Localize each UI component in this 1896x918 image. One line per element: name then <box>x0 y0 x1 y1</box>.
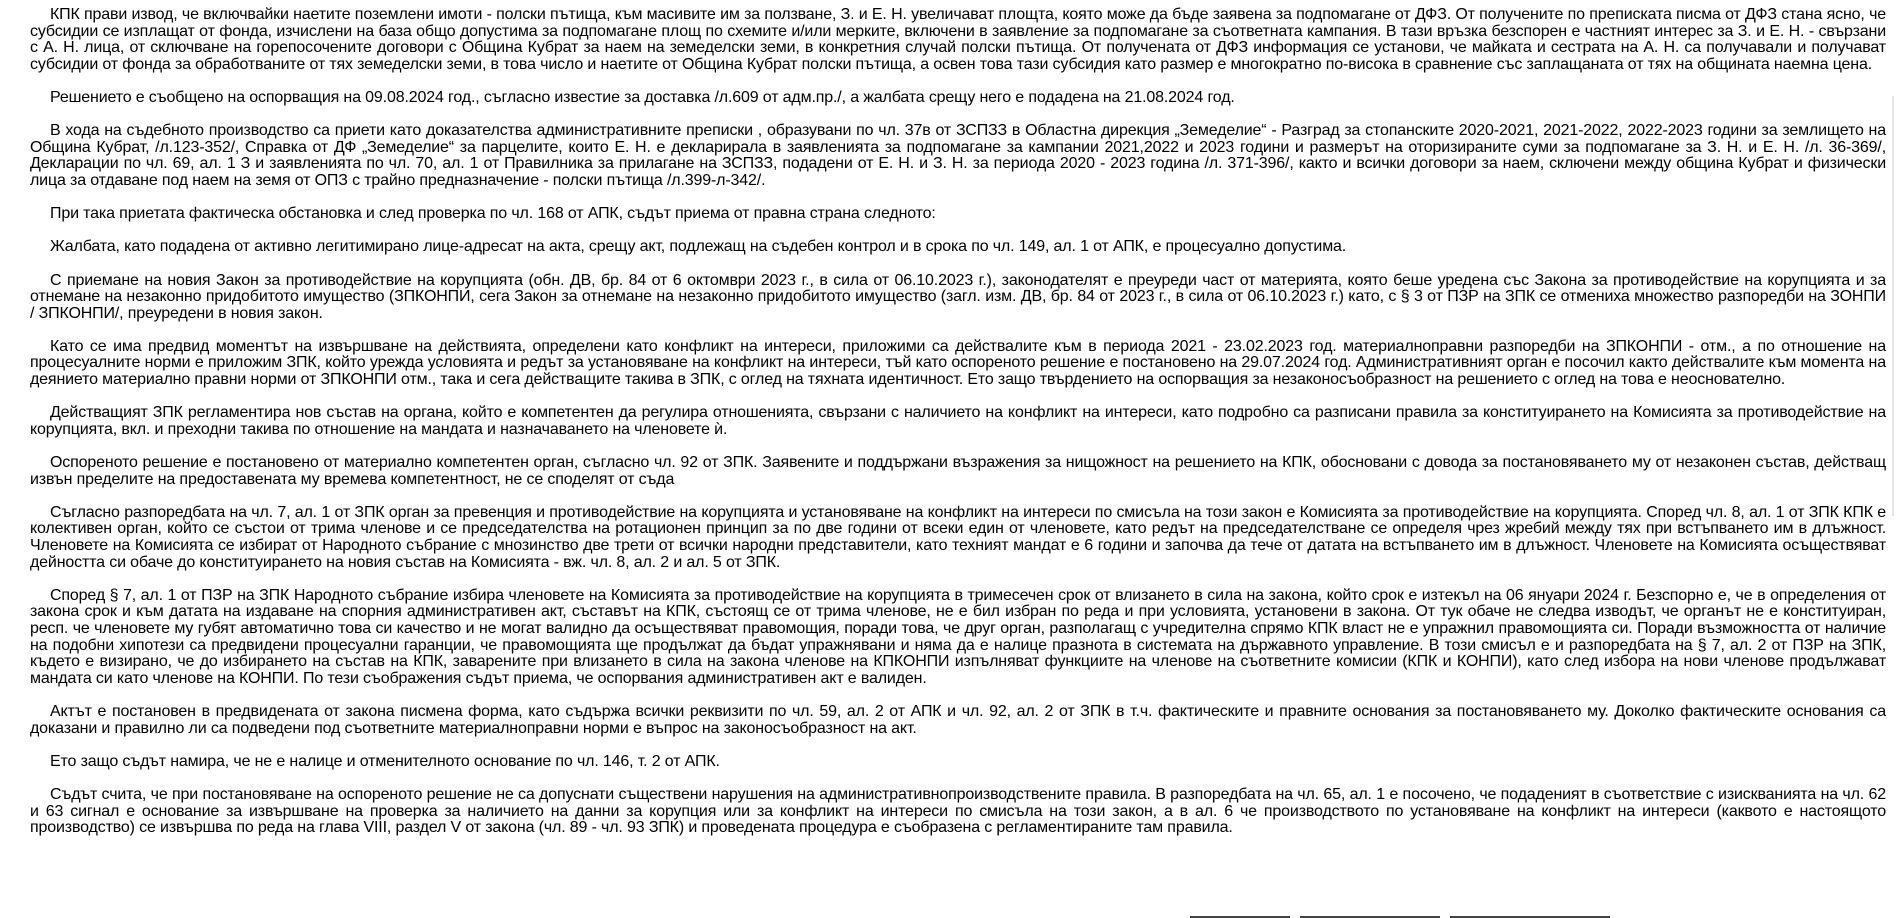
paragraph-admissibility: Жалбата, като подадена от активно легитимирано лице-адресат на акта, срещу акт, подлежащ на съдебен контрол и в срока по чл. 149, ал. 1 от АПК, е процесуално допустима. <box>50 238 1347 256</box>
paragraph-notification-date: Решението е съобщено на оспорващия на 09.08.2024 год., съгласно известие за доставка /л.609 от адм.пр./, а жалбата срещу него е подадена на 21.08.2024 год. <box>50 88 1235 106</box>
paragraph-evidence: В хода на съдебното производство са приети като доказателства административните преписки , образувани по чл. 37в от ЗСПЗЗ в Областна дирекция „Земеделие“ - Разград за стопанските 2020-2021, 2021-2022, 2022-2023 години за землището на Община Кубрат, /л.123-352/, Справка от ДФ „Земеделие“ за парцелите, които Е. Н. е декларирала в заявленията за подпомагане за кампании 2021,2022 и 2023 години и размерът на оторизираните суми за подпомагане за З. Н. и Е. Н. /л. 36-369/, Декларации по чл. 69, ал. 1 З и заявленията по чл. 70, ал. 1 от Правилника за прилагане на ЗСПЗЗ, подадени от Е. Н. и З. Н. за периода 2020 - 2023 година /л. 371-396/, както и всички договори за наем, сключени между община Кубрат и физически лица за отдаване под наем на земя от ОПЗ с трайно предназначение - полски пътища /л.399-л-342/. <box>30 122 1886 189</box>
paragraph-transitional-provisions: Според § 7, ал. 1 от ПЗР на ЗПК Народното събрание избира членовете на Комисията за противодействие на корупцията в тримесечен срок от влизането в сила на закона, който срок е изтекъл на 06 януари 2024 г. Безспорно е, че в определения от закона срок и към датата на издаване на спорния административен акт, съставът на КПК, състоящ се от трима членове, не е бил избран по реда и при условията, установени в закона. От тук обаче не следва изводът, че органът не е конституиран, респ. че членовете му губят автоматично това си качество и не могат валидно да осъществяват правомощия, поради това, че друг орган, разполагащ с учредителна спрямо КПК власт не е упражнил правомощията си. Поради възможността от наличие на подобни хипотези са предвидени процесуални гаранции, че правомощията ще продължат да бъдат упражнявани и няма да е налице празнота в системата на държавното управление. В този смисъл е и разпоредбата на § 7, ал. 2 от ПЗР на ЗПК, където е визирано, че до избирането на състав на КПК, заварените при влизането в сила на закона членове на КПКОНПИ изпълняват функциите на членове на съответните комисии (КПК и КОНПИ), като след избора на нови членове продължават мандата си като членове на КОНПИ. По тези съображения съдът приема, че оспорвания административен акт е валиден. <box>30 586 1886 687</box>
paragraph-article-7-8: Съгласно разпоредбата на чл. 7, ал. 1 от ЗПК орган за превенция и противодействие на корупцията и установяване на конфликт на интереси по смисъла на този закон е Комисията за противодействие на корупцията. Според чл. 8, ал. 1 от ЗПК КПК е колективен орган, който се състои от трима членове и се председателства на ротационен принцип за по две години от всеки един от членовете, като редът на председателстване се определя чрез жребий между тях при встъпването им в длъжност. Членовете на Комисията се избират от Народното събрание с мнозинство две трети от всички народни представители, като техният мандат е 6 години и започва да тече от датата на встъпването им в длъжност. Членовете на Комисията осъществяват дейността си обаче до конституирането на новия състав на Комисията - вж. чл. 8, ал. 2 и ал. 5 от ЗПК. <box>30 503 1886 571</box>
paragraph-competent-authority: Оспореното решение е постановено от материално компетентен орган, съгласно чл. 92 от ЗПК. Заявените и поддържани възражения за нищожност на решението на КПК, обосновани с довода за постановяването му от незаконен състав, действащ извън пределите на предоставената му времева компетентност, не се споделят от съда <box>30 454 1886 488</box>
paragraph-new-law: С приемане на новия Закон за противодействие на корупцията (обн. ДВ, бр. 84 от 6 октомври 2023 г., в сила от 06.10.2023 г.), законодателят е преуреди част от материята, която беше уредена със Закона за противодействие на корупцията и за отнемане на незаконно придобитото имущество (ЗПКОНПИ, сега Закон за отнемане на незаконно придобитото имущество (загл. изм. ДВ, бр. 84 от 2023 г., в сила от 06.10.2023 г.) като, с § 3 от ПЗР на ЗПК се отмениха множество разпоредби на ЗОНПИ / ЗПКОНПИ/, преуредени в новия закон. <box>30 271 1886 322</box>
paragraph-procedure: Съдът счита, че при постановяване на оспореното решение не са допуснати съществени нарушения на административнопроизводствените правила. В разпоредбата на чл. 65, ал. 1 е посочено, че подаденият в съответствие с изискванията на чл. 62 и 63 сигнал е основание за извършване на проверка за наличието на данни за корупция или за конфликт на интереси по смисъла на този закон, а в ал. 6 че производството по установяване на конфликт на интереси (каквото е настоящото производство) се извършва по реда на глава VIII, раздел V от закона (чл. 89 - чл. 93 ЗПК) и проведената процедура е съобразена с регламентираните там правила. <box>30 785 1886 837</box>
paragraph-written-form: Актът е постановен в предвидената от закона писмена форма, като съдържа всички реквизити по чл. 59, ал. 2 от АПК и чл. 92, ал. 2 от ЗПК в т.ч. фактическите и правните основания за постановяването му. Доколко фактическите основания са доказани и правилно ли са подведени под съответните материалноправни норми е въпрос на законосъобразност на акт. <box>30 702 1886 737</box>
paragraph-applicable-norms: Като се има предвид моментът на извършване на действията, определени като конфликт на интереси, приложими са действалите към в периода 2021 - 23.02.2023 год. материалноправни разпоредби на ЗПКОНПИ - отм., а по отношение на процесуалните норми е приложим ЗПК, който урежда условията и редът за установяване на конфликт на интереси, тъй като оспореното решение е постановено на 29.07.2024 год. Административният орган е посочил както действалите към момента на деянието материално правни норми от ЗПКОНПИ отм., така и сега действащите такива в ЗПК, с оглед на тяхната идентичност. Ето защо твърдението на оспорващия за незаконосъобразност на решението с оглед на това е неоснователно. <box>30 337 1886 389</box>
paragraph-legal-intro: При така приетата фактическа обстановка и след проверка по чл. 168 от АПК, съдът приема от правна страна следното: <box>50 205 936 223</box>
document-body <box>30 7 1886 853</box>
paragraph-commission-composition: Действащият ЗПК регламентира нов състав на органа, който е компетентен да регулира отношенията, свързани с наличието на конфликт на интереси, като подробно са разписани правила за конституирането на Комисията за противодействие на корупцията, вкл. и преходни такива по отношение на мандата и назначаването на членовете ѝ. <box>30 404 1886 438</box>
paragraph-no-annulment-ground: Ето защо съдът намира, че не е налице и отменителното основание по чл. 146, т. 2 от АПК. <box>50 752 720 770</box>
page-edge-line <box>1892 96 1894 516</box>
paragraph-kpk-conclusion: КПК прави извод, че включвайки наетите поземлени имоти - полски пътища, към масивите им за ползване, З. и Е. Н. увеличават площта, която може да бъде заявена за подпомагане от ДФЗ. От получените по преписката писма от ДФЗ стана ясно, че субсидии се изплащат от фонда, изчислени на база общо допустима за подпомагане площ по схемите и/или мерките, включени в заявление за подпомагане за съответната кампания. В тази връзка безспорен е частният интерес за З. и Е. Н. - свързани с А. Н. лица, от сключване на горепосочените договори с Община Кубрат за наем на земеделски земи, в конкретния случай полски пътища. От получената от ДФЗ информация се установи, че майката и сестрата на А. Н. са получавали и получават субсидии от фонда за обработваните от тях земеделски земи, в това число и наетите от Община Кубрат полски пътища, а освен това тази субсидия като размер е многократно по-висока в сравнение със заплащаната от тях на общината наемна цена. <box>30 6 1886 73</box>
